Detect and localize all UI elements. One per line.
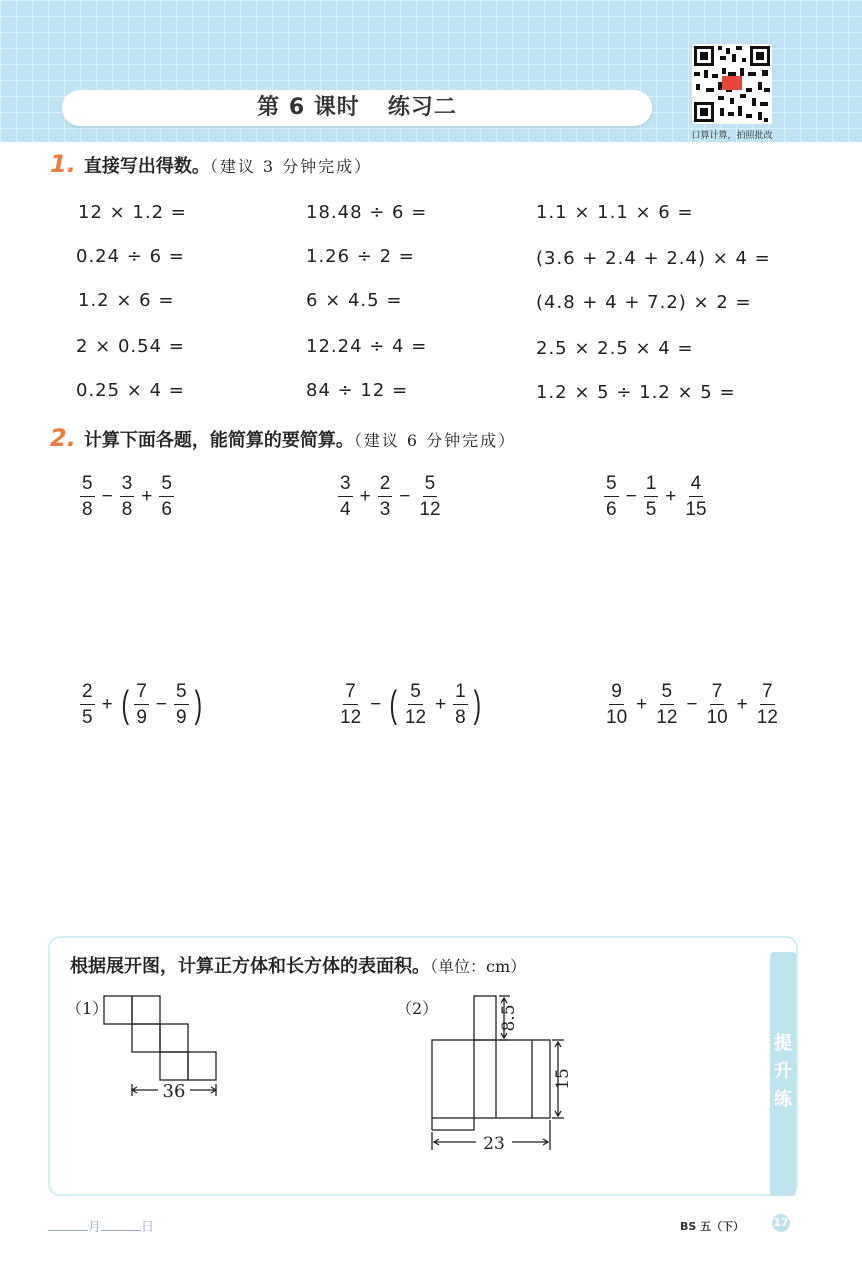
oral-item: 84 ÷ 12 =	[306, 380, 409, 401]
fraction: $\frac{7}{10}$	[706, 681, 728, 728]
operator: −	[686, 693, 698, 715]
operator: −	[101, 485, 113, 507]
fraction: $\frac{7}{12}$	[756, 681, 778, 728]
day-label: 日	[141, 1220, 155, 1235]
oral-item: 1.2 × 6 =	[78, 290, 175, 311]
extension-question: 根据展开图，计算正方体和长方体的表面积。	[70, 956, 430, 977]
fraction: $\frac{5}{12}$	[419, 473, 441, 520]
book-code: BS 五（下）	[680, 1220, 745, 1233]
question-2-number: 2.	[50, 424, 76, 452]
oral-item: 2 × 0.54 =	[76, 336, 185, 357]
fraction-expression-2	[336, 474, 445, 519]
operator: +	[636, 693, 648, 715]
fraction: $\frac{5}{6}$	[606, 473, 617, 520]
part-1-label: （1）	[66, 999, 109, 1018]
fraction: $\frac{3}{8}$	[121, 473, 133, 520]
qr-caption: 口算计算，拍照批改	[691, 131, 773, 141]
operator: +	[141, 485, 153, 507]
oral-item: 1.26 ÷ 2 =	[306, 246, 415, 267]
fraction: $\frac{5}{9}$	[176, 681, 187, 728]
part-2-label: （2）	[396, 999, 439, 1018]
fraction: $\frac{1}{5}$	[645, 473, 657, 520]
fraction: $\frac{2}{3}$	[379, 473, 391, 520]
oral-item: 6 × 4.5 =	[306, 290, 403, 311]
lesson-title: 练习二	[387, 95, 457, 120]
cuboid-side-label: 15	[553, 1068, 573, 1090]
question-2-heading	[50, 424, 516, 452]
fraction: $\frac{7}{9}$	[136, 681, 147, 728]
oral-item: (3.6 + 2.4 + 2.4) × 4 =	[536, 248, 771, 269]
fraction: $\frac{9}{10}$	[606, 681, 628, 728]
question-2-hint: （建议 6 分钟完成）	[353, 431, 517, 450]
oral-item: 18.48 ÷ 6 =	[306, 202, 428, 223]
lesson-number: 第 6 课时	[257, 95, 360, 120]
fraction-expression-6	[602, 682, 782, 727]
right-paren: )	[194, 683, 202, 726]
question-1-number: 1.	[50, 150, 76, 178]
fraction: $\frac{5}{6}$	[161, 473, 172, 520]
qr-code-icon[interactable]	[692, 44, 772, 124]
extension-title	[70, 952, 526, 978]
question-1-heading	[50, 150, 372, 178]
fraction-expression-4	[78, 682, 205, 727]
right-paren: )	[473, 683, 481, 726]
fraction: $\frac{5}{8}$	[82, 473, 93, 520]
operator: +	[359, 485, 371, 507]
oral-item: 12.24 ÷ 4 =	[306, 336, 428, 357]
oral-item: 12 × 1.2 =	[78, 202, 187, 223]
extension-unit: （单位：cm）	[430, 957, 527, 976]
operator: +	[435, 693, 447, 715]
cuboid-net-diagram	[424, 990, 584, 1156]
oral-item: 2.5 × 2.5 × 4 =	[536, 338, 694, 359]
oral-item: 0.24 ÷ 6 =	[76, 246, 185, 267]
cube-net-diagram	[100, 992, 230, 1104]
operator: −	[370, 693, 382, 715]
fraction: $\frac{3}{4}$	[340, 473, 351, 520]
operator: +	[101, 693, 113, 715]
fraction: $\frac{1}{8}$	[455, 681, 466, 728]
left-paren: (	[389, 683, 398, 726]
fraction: $\frac{5}{12}$	[656, 681, 678, 728]
operator: +	[736, 693, 748, 715]
fraction-expression-5	[336, 682, 484, 727]
fraction-expression-1	[78, 474, 176, 519]
operator: −	[625, 485, 637, 507]
oral-item: 1.2 × 5 ÷ 1.2 × 5 =	[536, 382, 736, 403]
question-1-text: 直接写出得数。	[83, 156, 210, 177]
page-number: 17	[772, 1214, 790, 1232]
question-1-hint: （建议 3 分钟完成）	[209, 157, 373, 176]
cuboid-width-label: 23	[483, 1134, 505, 1154]
oral-item: 1.1 × 1.1 × 6 =	[536, 202, 694, 223]
operator: −	[399, 485, 411, 507]
side-tab-label: 提升练	[774, 1033, 792, 1110]
left-paren: (	[121, 683, 129, 726]
cube-edge-label: 36	[162, 1081, 186, 1102]
lesson-title-bar	[62, 90, 652, 126]
month-label: 月	[88, 1220, 102, 1235]
fraction: $\frac{5}{12}$	[404, 681, 427, 728]
fraction: $\frac{4}{15}$	[685, 473, 707, 520]
fraction: $\frac{2}{5}$	[82, 681, 93, 728]
oral-item: (4.8 + 4 + 7.2) × 2 =	[536, 292, 752, 313]
operator: +	[665, 485, 677, 507]
oral-item: 0.25 × 4 =	[76, 380, 185, 401]
cuboid-height-label: 8.5	[499, 1004, 519, 1032]
date-field	[48, 1216, 154, 1235]
question-2-text: 计算下面各题，能简算的要简算。	[83, 430, 354, 451]
fraction-expression-3	[602, 474, 711, 519]
operator: −	[155, 693, 168, 715]
fraction: $\frac{7}{12}$	[340, 681, 362, 728]
